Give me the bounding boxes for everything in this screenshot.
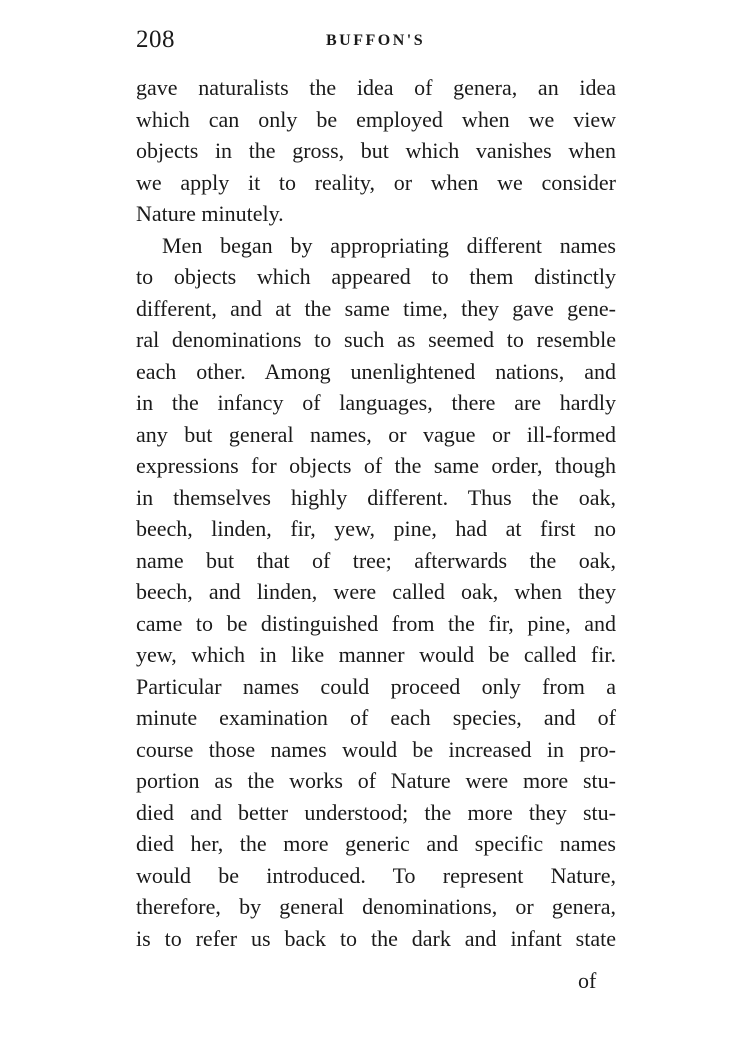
- text-line: beech, and linden, were called oak, when they: [136, 579, 616, 604]
- text-line: course those names would be increased in pro-: [136, 736, 616, 762]
- text-line: Men began by appropriating different names: [162, 232, 616, 258]
- text-line: would be introduced. To represent Nature,: [136, 862, 616, 888]
- text-line: came to be distinguished from the fir, pine, and: [136, 610, 616, 636]
- text-line: died and better understood; the more they stu-: [136, 799, 616, 825]
- text-line: yew, which in like manner would be called fir.: [136, 642, 616, 667]
- text-line: minute examination of each species, and of: [136, 705, 616, 730]
- catchword: of: [578, 968, 597, 993]
- text-line: is to refer us back to the dark and infant state: [136, 925, 616, 951]
- text-line: any but general names, or vague or ill-formed: [136, 421, 616, 447]
- text-line: died her, the more generic and specific names: [136, 831, 616, 856]
- text-line: therefore, by general denominations, or genera,: [136, 894, 616, 919]
- text-line: Nature minutely.: [136, 201, 284, 226]
- text-line: Particular names could proceed only from a: [136, 673, 616, 699]
- text-line: to objects which appeared to them distinctly: [136, 264, 616, 289]
- text-line: different, and at the same time, they gave gene-: [136, 295, 616, 321]
- paragraph: [136, 230, 616, 955]
- text-line: we apply it to reality, or when we consider: [136, 169, 616, 195]
- text-line: ral denominations to such as seemed to resemble: [136, 327, 616, 352]
- text-line: in themselves highly different. Thus the oak,: [136, 484, 616, 510]
- text-line: objects in the gross, but which vanishes when: [136, 138, 616, 163]
- text-line: each other. Among unenlightened nations, and: [136, 358, 616, 384]
- text-line: in the infancy of languages, there are hardly: [136, 390, 616, 415]
- paragraph: [136, 72, 616, 230]
- text-line: name but that of tree; afterwards the oak,: [136, 547, 616, 573]
- text-line: expressions for objects of the same order, though: [136, 453, 616, 478]
- text-line: which can only be employed when we view: [136, 106, 616, 132]
- text-line: beech, linden, fir, yew, pine, had at first no: [136, 516, 616, 541]
- text-line: gave naturalists the idea of genera, an idea: [136, 75, 616, 100]
- text-line: portion as the works of Nature were more stu-: [136, 768, 616, 793]
- running-head: [136, 26, 616, 56]
- running-title: BUFFON'S: [326, 32, 426, 49]
- body-text: [136, 72, 616, 954]
- page-number: 208: [136, 26, 175, 53]
